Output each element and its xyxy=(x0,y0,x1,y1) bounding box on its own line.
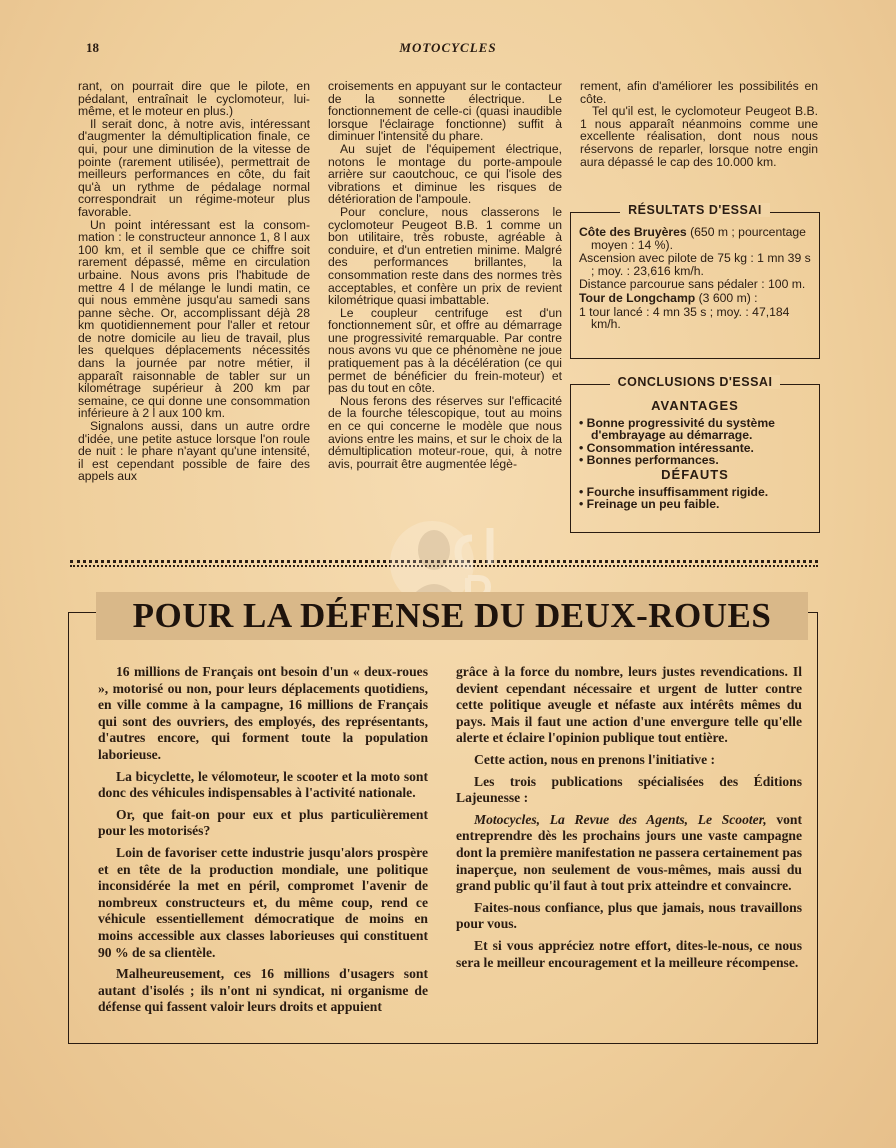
article-column-1 xyxy=(78,80,310,483)
feature-paragraph: La bicyclette, le vélomoteur, le scooter et la moto sont donc des véhicules indispensables à l'activité nationale. xyxy=(98,768,428,801)
feature-headline: POUR LA DÉFENSE DU DEUX-ROUES xyxy=(132,596,772,635)
feature-paragraph: Malheureusement, ces 16 millions d'usagers sont autant d'isolés ; ils n'ont ni syndicat, ni organisme de défense qui fassent valoir leurs droits et appuient xyxy=(98,966,428,1015)
defect-item: • Freinage un peu faible. xyxy=(579,498,811,511)
running-head: MOTOCYCLES xyxy=(399,40,497,55)
feature-paragraph: Les trois publications spécialisées des Éditions Lajeunesse : xyxy=(456,773,802,806)
article-paragraph: Signalons aussi, dans un autre ordre d'idée, une petite astuce lorsque l'on roule de nuit : le phare n'ayant qu'une intensité, il est cependant possible de faire des appels aux xyxy=(78,419,310,484)
feature-paragraph: Or, que fait-on pour eux et plus particulièrement pour les motorisés? xyxy=(98,806,428,839)
test-conclusions-title: CONCLUSIONS D'ESSAI xyxy=(610,375,781,389)
result-line: 1 tour lancé : 4 mn 35 s ; moy. : 47,184 km/h. xyxy=(579,304,790,332)
advantage-item: • Bonne progressivité du système d'embrayage au démarrage. xyxy=(579,417,811,442)
feature-paragraph: Loin de favoriser cette industrie jusqu'alors prospère et en tête de la production mondiale, une politique inconsidérée la met en péril, compromet l'avenir de nombreux constructeurs et, du même coup, rend ce véhicule essentiellement démocratique de moins en moins accessible aux classes laborieuses qui constituent 90 % de sa clientèle. xyxy=(98,844,428,960)
article-paragraph: rement, afin d'améliorer les possibilités en côte. xyxy=(580,79,818,106)
result-line: Côte des Bruyères (650 m ; pourcentage moyen : 14 %). xyxy=(579,225,806,252)
feature-paragraph: Et si vous appréciez notre effort, dites-le-nous, ce nous sera le meilleur encouragement et la meilleure récompense. xyxy=(456,937,802,970)
article-paragraph: Un point intéressant est la consommation : le constructeur annonce 1, 8 l aux 100 km, et il semble que ce chiffre soit rarement dépassé, même en circulation urbaine. Nous avons pris l'habitude de mettre 4 l de mélange le lundi matin, ce qui nous emmène jusqu'au samedi sans panne sèche. Or, accomplissant déjà 28 km quotidiennement pour l'aller et retour de notre domicile au lieu de travail, plus les quelques déplacements nécessités dans la journée par notre métier, il apparaît raisonnable de tabler sur un kilométrage supérieur à 200 km par semaine, ce qui donne une consommation inférieure à 2 l aux 100 km. xyxy=(78,217,310,421)
article-paragraph: Le coupleur centrifuge est d'un fonctionnement sûr, et offre au démarrage une progressivité remarquable. Par contre nous avons vu que ce phénomène ne joue pratiquement pas à la décélération (ce qui permet de bénéficier du frein-moteur) et pas du tout en côte. xyxy=(328,305,562,396)
advantage-item: • Consommation intéressante. xyxy=(579,442,811,455)
article-paragraph: Au sujet de l'équipement électrique, notons le montage du porte-ampoule arrière sur caoutchouc, ce qui l'isole des vibrations et diminue les risques de détérioration de l'ampoule. xyxy=(328,141,562,207)
article-paragraph: Tel qu'il est, le cyclomoteur Peugeot B.B. 1 nous apparaît néanmoins comme une excellente réalisation, dont nous nous réservons de reparler, lorsque notre engin aura dépassé le cap des 10.000 km. xyxy=(580,104,818,169)
result-line: Distance parcourue sans pédaler : 100 m. xyxy=(579,277,806,292)
advantages-list xyxy=(579,417,811,467)
defect-item: • Fourche insuffisamment rigide. xyxy=(579,486,811,499)
feature-paragraph: Motocycles, La Revue des Agents, Le Scooter, vont entreprendre dès les prochains jours une vaste campagne dont la première manifestation ne passera certainement pas inaperçue, non seulement de vous-mêmes, mais aussi du grand public qu'il faut à tout prix atteindre et convaincre. xyxy=(456,811,802,894)
article-column-3 xyxy=(580,80,818,168)
article-paragraph: rant, on pourrait dire que le pilote, en pédalant, entraînait le cyclomoteur, lui-même, et le moteur en plus.) xyxy=(78,79,310,119)
defects-heading: DÉFAUTS xyxy=(661,466,729,482)
test-results-title: RÉSULTATS D'ESSAI xyxy=(620,203,770,217)
article-paragraph: Il serait donc, à notre avis, intéressant d'augmenter la démultiplication finale, ce qui, pour une diminution de la vitesse de pointe (rarement utilisée), permettrait de meilleurs performances en côte, du fait qu'à un rythme de pédalage normal correspondrait un régime-moteur plus favorable. xyxy=(78,116,310,219)
test-conclusions-box xyxy=(570,375,820,533)
test-results-box xyxy=(570,203,820,359)
article-paragraph: Pour conclure, nous classerons le cyclomoteur Peugeot B.B. 1 comme un bon utilitaire, très robuste, agréable à conduire, et d'un entretien minime. Malgré des performances brillantes, la consommation reste dans des normes très acceptables, et confère un prix de revient kilométrique quasi imbattable. xyxy=(328,204,562,308)
feature-column-1 xyxy=(98,664,428,1021)
feature-paragraph: Faites-nous confiance, plus que jamais, nous travaillons pour vous. xyxy=(456,899,802,932)
defects-list xyxy=(579,486,811,511)
feature-paragraph: Cette action, nous en prenons l'initiative : xyxy=(474,751,716,767)
article-paragraph: croisements en appuyant sur le contacteur de la sonnette électrique. Le fonctionnement de celle-ci (quasi inaudible lorsque l'éclairage fonctionne) suffit à diminuer l'intensité du phare. xyxy=(328,79,562,144)
advantage-item: • Bonnes performances. xyxy=(579,454,811,467)
feature-banner xyxy=(96,592,808,640)
article-column-2 xyxy=(328,80,562,470)
feature-paragraph: grâce à la force du nombre, leurs justes revendications. Il devient cependant nécessaire et urgent de lutter contre cette politique aveugle et néfaste aux intérêts mêmes du pays. Mais il faut une action d'une envergure telle qu'elle alerte et éclaire l'opinion publique tout entière. xyxy=(456,664,802,746)
article-paragraph: Nous ferons des réserves sur l'efficacité de la fourche télescopique, tout au moins en ce qui concerne le modèle que nous avions entre les mains, et sur le choix de la démultiplication moteur-roue, qui, à notre avis, pourrait être augmentée légè- xyxy=(328,393,562,471)
result-line: Tour de Longchamp (3 600 m) : xyxy=(579,290,758,305)
feature-paragraph: 16 millions de Français ont besoin d'un « deux-roues », motorisé ou non, pour leurs déplacements quotidiens, en ville comme à la campagne, 16 millions de Français qui sont des ouvriers, des employés, des représentants, d'autres encore, qui forment toute la population laborieuse. xyxy=(98,664,428,762)
advantages-heading: AVANTAGES xyxy=(651,398,739,413)
page-number: 18 xyxy=(86,40,99,55)
feature-column-2 xyxy=(456,664,802,976)
result-line: Ascension avec pilote de 75 kg : 1 mn 39 s ; moy. : 23,616 km/h. xyxy=(579,251,811,278)
